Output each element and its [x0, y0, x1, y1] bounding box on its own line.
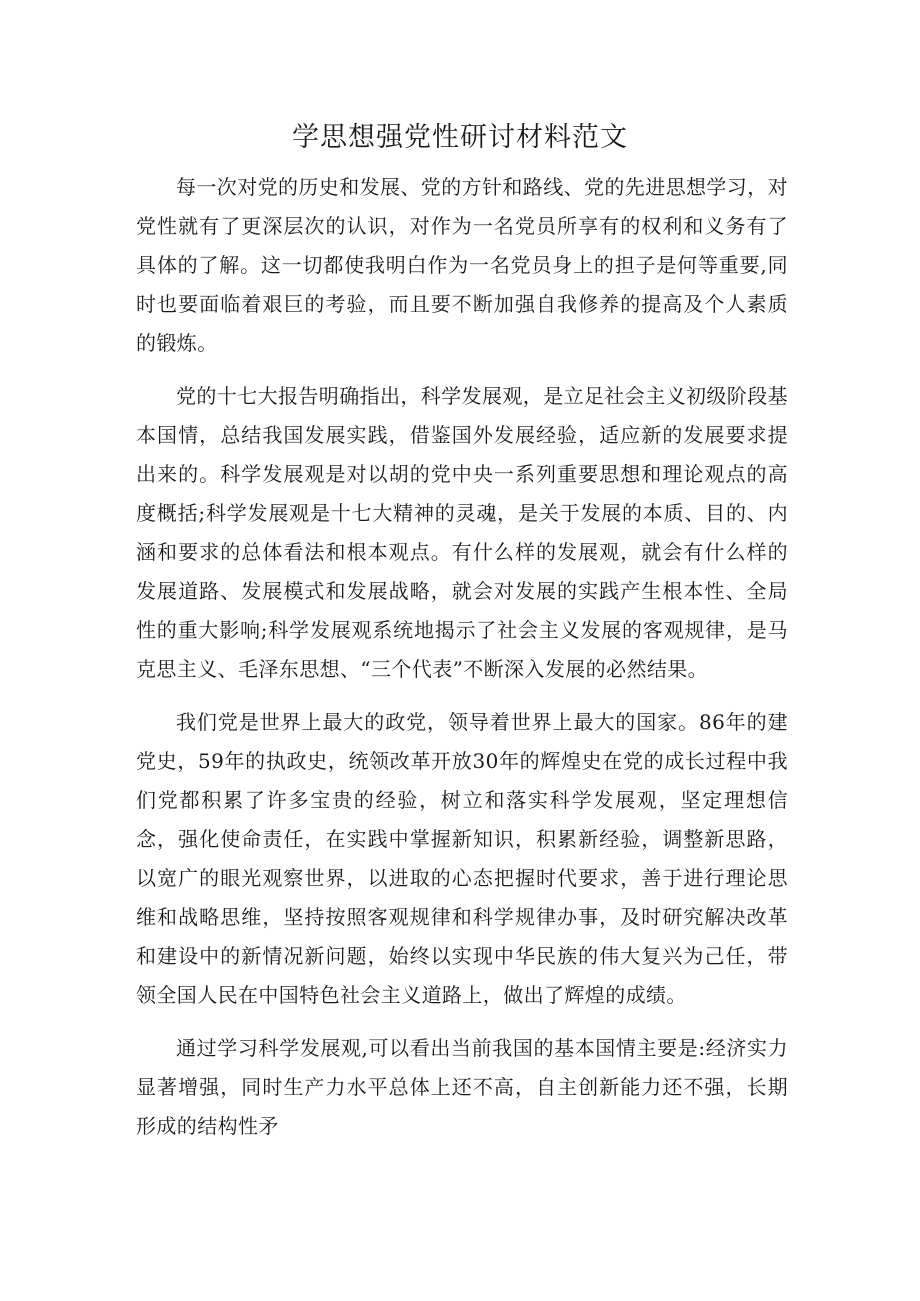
- document-body: [136, 168, 788, 1160]
- paragraph-4: 通过学习科学发展观,可以看出当前我国的基本国情主要是:经济实力显著增强，同时生产力水平总体上还不高，自主创新能力还不强，长期形成的结构性矛: [136, 1036, 788, 1138]
- paragraph-1: 每一次对党的历史和发展、党的方针和路线、党的先进思想学习，对党性就有了更深层次的认识，对作为一名党员所享有的权利和义务有了具体的了解。这一切都使我明白作为一名党员身上的担子是何等重要,同时也要面临着艰巨的考验，而且要不断加强自我修养的提高及个人素质的锻炼。: [136, 175, 788, 355]
- paragraph-3: 我们党是世界上最大的政党，领导着世界上最大的国家。86年的建党史，59年的执政史，统领改革开放30年的辉煌史在党的成长过程中我们党都积累了许多宝贵的经验，树立和落实科学发展观，坚定理想信念，强化使命责任，在实践中掌握新知识，积累新经验，调整新思路，以宽广的眼光观察世界，以进取的心态把握时代要求，善于进行理论思维和战略思维，坚持按照客观规律和科学规律办事，及时研究解决改革和建设中的新情况新问题，始终以实现中华民族的伟大复兴为己任，带领全国人民在中国特色社会主义道路上，做出了辉煌的成绩。: [136, 710, 788, 1007]
- paragraph-2: 党的十七大报告明确指出，科学发展观，是立足社会主义初级阶段基本国情，总结我国发展实践，借鉴国外发展经验，适应新的发展要求提出来的。科学发展观是对以胡的党中央一系列重要思想和理论观点的高度概括;科学发展观是十七大精神的灵魂，是关于发展的本质、目的、内涵和要求的总体看法和根本观点。有什么样的发展观，就会有什么样的发展道路、发展模式和发展战略，就会对发展的实践产生根本性、全局性的重大影响;科学发展观系统地揭示了社会主义发展的客观规律，是马克思主义、毛泽东思想、“三个代表”不断深入发展的必然结果。: [136, 384, 788, 681]
- document-title: 学思想强党性研讨材料范文: [292, 122, 628, 153]
